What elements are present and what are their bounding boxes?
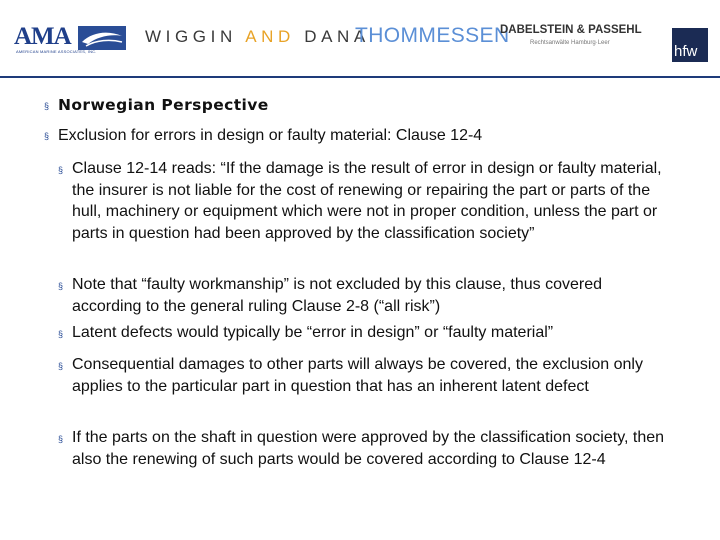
- list-item-text: Consequential damages to other parts will always be covered, the exclusion only applies to the particular part in question that has an inherent latent defect: [72, 356, 643, 395]
- dabelstein-passehl-logo: [500, 24, 650, 46]
- bullet-marker: §: [58, 329, 64, 339]
- hfw-logo-text: hfw: [674, 43, 698, 60]
- logo-header: [0, 0, 720, 72]
- wiggin-and-dana-word-1: WIGGIN: [145, 27, 246, 46]
- wiggin-and-dana-word-3: DANA: [294, 27, 370, 46]
- dabelstein-passehl-subtitle: Rechtsanwälte Hamburg·Leer: [530, 40, 610, 46]
- slide-subheading: Exclusion for errors in design or faulty material: Clause 12-4: [58, 127, 483, 144]
- thommessen-logo: THOMMESSEN: [355, 24, 510, 47]
- ama-globe-icon: [78, 26, 126, 50]
- list-item-text: Latent defects would typically be “error in design” or “faulty material”: [72, 324, 554, 341]
- list-item-text: Clause 12-14 reads: “If the damage is the result of error in design or faulty material, the insurer is not liable for the cost of renewing or repairing the part or parts of the hull, machinery or equipment which were not in proper condition, unless the part or parts in question had been approved by the classification society”: [72, 160, 662, 242]
- header-divider: [0, 76, 720, 78]
- slide-heading: Norwegian Perspective: [58, 96, 269, 114]
- bullet-marker: §: [58, 434, 64, 444]
- wiggin-and-dana-logo: [145, 27, 370, 47]
- bullet-marker: §: [58, 361, 64, 371]
- dabelstein-passehl-title: DABELSTEIN & PASSEHL: [500, 24, 642, 36]
- list-item-text: If the parts on the shaft in question were approved by the classification society, then also the renewing of such parts would be covered according to Clause 12-4: [72, 429, 665, 468]
- bullet-marker: §: [44, 101, 50, 111]
- wiggin-and-dana-word-2: AND: [245, 27, 295, 46]
- bullet-marker: §: [58, 165, 64, 175]
- bullet-marker: §: [58, 281, 64, 291]
- ama-logo-mark: AMA: [14, 23, 71, 50]
- ama-logo: [14, 24, 126, 54]
- hfw-logo: [672, 28, 708, 62]
- ama-logo-subtitle: AMERICAN MARINE ASSOCIATES, INC.: [16, 49, 97, 54]
- bullet-marker: §: [44, 131, 50, 141]
- list-item-text: Note that “faulty workmanship” is not excluded by this clause, thus covered according to the general ruling Clause 2-8 (“all risk”): [72, 276, 603, 315]
